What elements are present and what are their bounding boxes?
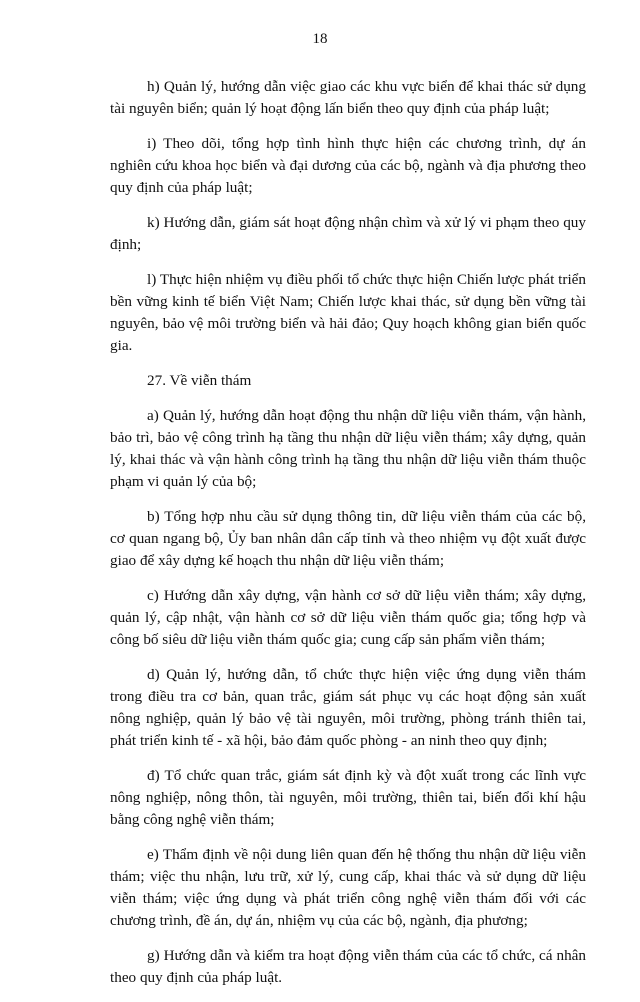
paragraph-item-d: d) Quản lý, hướng dẫn, tổ chức thực hiện việc ứng dụng viễn thám trong điều tra cơ bản, quan trắc, giám sát phục vụ các hoạt động sản xuất nông nghiệp, quản lý bảo vệ tài nguyên, môi trường, phòng tránh thiên tai, phát triển kinh tế - xã hội, bảo đảm quốc phòng - an ninh theo quy định; [110, 666, 586, 749]
paragraph-item-i: i) Theo dõi, tổng hợp tình hình thực hiện các chương trình, dự án nghiên cứu khoa học biển và đại dương của các bộ, ngành và địa phương theo quy định của pháp luật; [110, 135, 586, 196]
paragraph-item-l: l) Thực hiện nhiệm vụ điều phối tổ chức thực hiện Chiến lược phát triển bền vững kinh tế biển Việt Nam; Chiến lược khai thác, sử dụng bền vững tài nguyên, bảo vệ môi trường biển và hải đảo; Quy hoạch không gian biển quốc gia. [110, 271, 586, 354]
paragraph-item-a: a) Quản lý, hướng dẫn hoạt động thu nhận dữ liệu viễn thám, vận hành, bảo trì, bảo vệ công trình hạ tầng thu nhận dữ liệu viễn thám; xây dựng, quản lý, khai thác và vận hành công trình hạ tầng thu nhận dữ liệu viễn thám thuộc phạm vi quản lý của bộ; [110, 407, 586, 490]
page-number: 18 [312, 31, 328, 47]
paragraph-item-k: k) Hướng dẫn, giám sát hoạt động nhận chìm và xử lý vi phạm theo quy định; [110, 214, 586, 253]
section-heading-27: 27. Về viễn thám [147, 372, 252, 389]
document-body [110, 76, 586, 1002]
paragraph-item-h: h) Quản lý, hướng dẫn việc giao các khu vực biển để khai thác sử dụng tài nguyên biển; quản lý hoạt động lấn biển theo quy định của pháp luật; [110, 78, 586, 117]
paragraph-item-c: c) Hướng dẫn xây dựng, vận hành cơ sở dữ liệu viễn thám; xây dựng, quản lý, cập nhật, vận hành cơ sở dữ liệu viễn thám quốc gia; tổng hợp và công bố siêu dữ liệu viễn thám quốc gia; cung cấp sản phẩm viễn thám; [110, 587, 586, 648]
paragraph-item-g: g) Hướng dẫn và kiểm tra hoạt động viễn thám của các tổ chức, cá nhân theo quy định của pháp luật. [110, 947, 586, 986]
paragraph-item-e: e) Thẩm định về nội dung liên quan đến hệ thống thu nhận dữ liệu viễn thám; việc thu nhận, lưu trữ, xử lý, cung cấp, khai thác và sử dụng dữ liệu viễn thám; việc ứng dụng và phát triển công nghệ viễn thám đối với các chương trình, đề án, dự án, nhiệm vụ của các bộ, ngành, địa phương; [110, 846, 586, 929]
paragraph-item-dd: đ) Tổ chức quan trắc, giám sát định kỳ và đột xuất trong các lĩnh vực nông nghiệp, nông thôn, tài nguyên, môi trường, thiên tai, biến đổi khí hậu bằng công nghệ viễn thám; [110, 767, 586, 828]
paragraph-item-b: b) Tổng hợp nhu cầu sử dụng thông tin, dữ liệu viễn thám của các bộ, cơ quan ngang bộ, Ủy ban nhân dân cấp tỉnh và theo nhiệm vụ đột xuất được giao để xây dựng kế hoạch thu nhận dữ liệu viễn thám; [110, 508, 586, 569]
